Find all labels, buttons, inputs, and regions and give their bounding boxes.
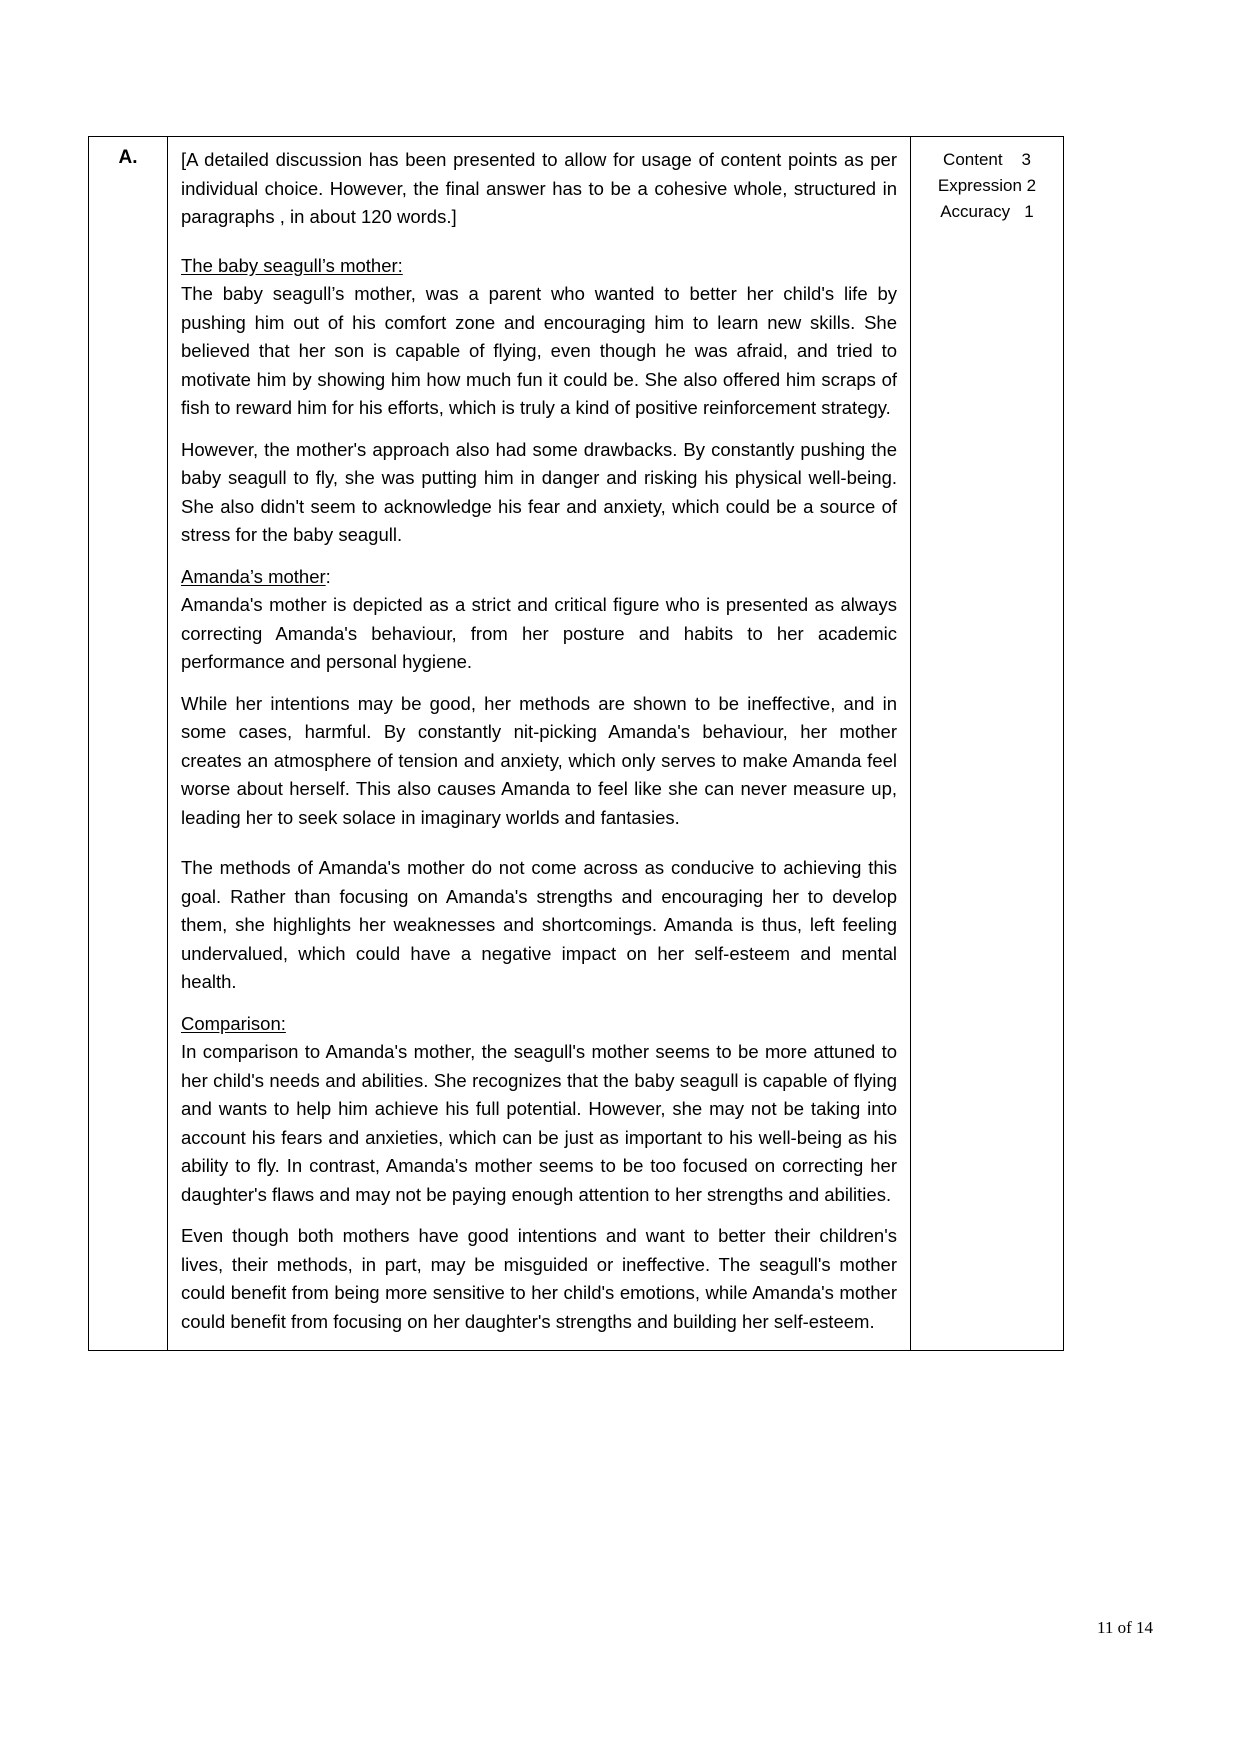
paragraph: Even though both mothers have good intentions and want to better their children's lives, their methods, in part, may be misguided or ineffective. The seagull's mother could benefit from being more sensitive to her child's emotions, while Amanda's mother could benefit from focusing on her daughter's strengths and building her self-esteem. [181, 1225, 897, 1332]
page-footer: 11 of 14 [1096, 1618, 1153, 1637]
marks-line-accuracy: Accuracy 1 [940, 202, 1034, 221]
answer-body-cell [168, 137, 911, 1351]
instruction-note: [A detailed discussion has been presented to allow for usage of content points as per individual choice. However, the final answer has to be a cohesive whole, structured in paragraphs , in about 120 words.] [181, 149, 897, 227]
paragraph: The methods of Amanda's mother do not come across as conducive to achieving this goal. Rather than focusing on Amanda's strengths and encouraging her to develop them, she highlights her weaknesses and shortcomings. Amanda is thus, left feeling undervalued, which could have a negative impact on her self-esteem and mental health. [181, 857, 897, 992]
paragraph: The baby seagull’s mother, was a parent who wanted to better her child's life by pushing him out of his comfort zone and encouraging him to learn new skills. She believed that her son is capable of flying, even though he was afraid, and tried to motivate him by showing him how much fun it could be. She also offered him scraps of fish to reward him for his efforts, which is truly a kind of positive reinforcement strategy. [181, 283, 897, 418]
paragraph: However, the mother's approach also had some drawbacks. By constantly pushing the baby seagull to fly, she was putting him in danger and risking his physical well-being. She also didn't seem to acknowledge his fear and anxiety, which could be a source of stress for the baby seagull. [181, 438, 897, 545]
section-heading-underlined-text: The baby seagull’s mother: [181, 254, 403, 276]
paragraph: While her intentions may be good, her methods are shown to be ineffective, and in some cases, harmful. By constantly nit-picking Amanda's behaviour, her mother creates an atmosphere of tension and anxiety, which only serves to make Amanda feel worse about herself. This also causes Amanda to feel like she can never measure up, leading her to seek solace in imaginary worlds and fantasies. [181, 692, 897, 828]
section-heading-seagull-mother [181, 252, 897, 281]
section-heading-plain-text: : [325, 565, 331, 587]
marks-breakdown-cell [911, 137, 1064, 1351]
marks-line-content: Content 3 [943, 150, 1031, 169]
marks-line-expression: Expression 2 [937, 176, 1037, 195]
question-label: A. [118, 147, 138, 168]
section-heading-comparison [181, 1010, 897, 1039]
paragraph: In comparison to Amanda's mother, the seagull's mother seems to be more attuned to her child's needs and abilities. She recognizes that the baby seagull is capable of flying and wants to help him achieve his full potential. However, she may not be taking into account his fears and anxieties, which can be just as important to his well-being as his ability to fly. In contrast, Amanda's mother seems to be too focused on correcting her daughter's flaws and may not be paying enough attention to her strengths and abilities. [181, 1041, 897, 1205]
table-row [89, 137, 1064, 1351]
section-heading-underlined-text: Comparison: [181, 1012, 286, 1034]
answer-key-table [88, 136, 1064, 1351]
question-label-cell [89, 137, 168, 1351]
paragraph: Amanda's mother is depicted as a strict and critical figure who is presented as always correcting Amanda's behaviour, from her posture and habits to her academic performance and personal hygiene. [181, 594, 897, 672]
section-heading-underlined-text: Amanda’s mother [181, 565, 326, 587]
section-heading-amanda-mother [181, 563, 897, 592]
